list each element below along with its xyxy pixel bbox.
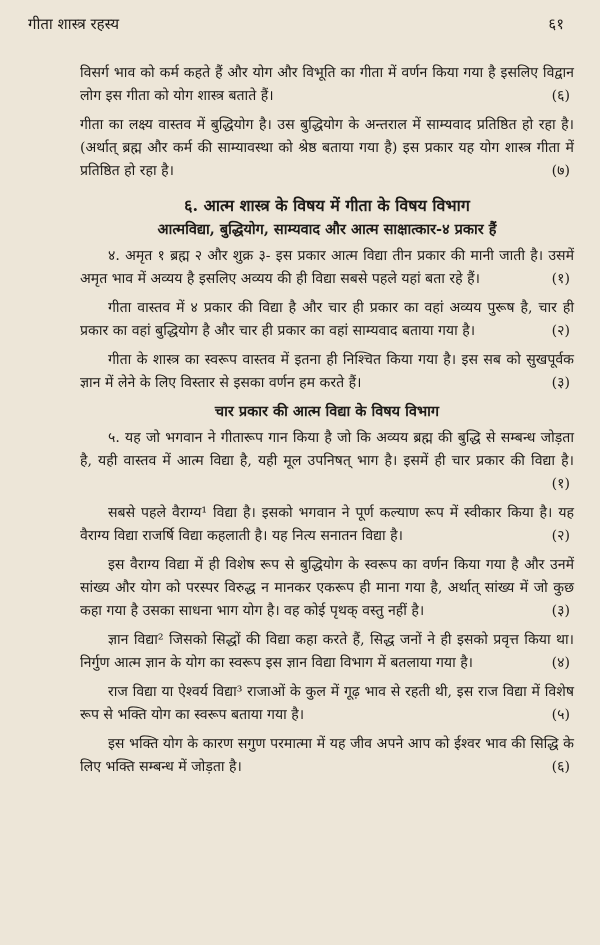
paragraph bbox=[80, 297, 574, 343]
verse-number: (६) bbox=[551, 759, 570, 775]
verse-number: (५) bbox=[551, 707, 570, 723]
verse-number: (१) bbox=[551, 271, 570, 287]
running-title: गीता शास्त्र रहस्य bbox=[28, 15, 120, 33]
verse-number: (३) bbox=[551, 603, 570, 619]
verse-number: (२) bbox=[551, 528, 570, 544]
page-body bbox=[80, 62, 574, 785]
paragraph bbox=[80, 349, 574, 395]
paragraph bbox=[80, 554, 574, 623]
paragraph bbox=[80, 62, 574, 108]
verse-number: (४) bbox=[551, 655, 570, 671]
section-subheading: चार प्रकार की आत्म विद्या के विषय विभाग bbox=[214, 403, 440, 420]
paragraph-text: इस वैराग्य विद्या में ही विशेष रूप से बुद्धियोग के स्वरूप का वर्णन किया गया है और उनमें सांख्य और योग को परस्पर विरुद्ध न मानकर एकरूप ही माना गया है, अर्थात् सांख्य में जो कुछ कहा गया है उसका साधना भाग योग है। वह कोई पृथक् वस्तु नहीं है। bbox=[80, 557, 574, 619]
paragraph bbox=[80, 681, 574, 727]
paragraph bbox=[80, 245, 574, 291]
paragraph bbox=[80, 733, 574, 779]
verse-number: (७) bbox=[551, 163, 570, 179]
paragraph-text: गीता वास्तव में ४ प्रकार की विद्या है और चार ही प्रकार का वहां अव्यय पुरूष है, चार ही प्रकार का वहां बुद्धियोग है और चार ही प्रकार का वहां साम्यवाद बताया गया है। bbox=[80, 300, 574, 339]
paragraph-text: इस भक्ति योग के कारण सगुण परमात्मा में यह जीव अपने आप को ईश्वर भाव की सिद्धि के लिए भक्ति सम्बन्ध में जोड़ता है। bbox=[80, 736, 574, 775]
paragraph-text: विसर्ग भाव को कर्म कहते हैं और योग और विभूति का गीता में वर्णन किया गया है इसलिए विद्वान लोग इस गीता को योग शास्त्र बताते हैं। bbox=[80, 65, 574, 104]
paragraph-text: राज विद्या या ऐश्वर्य विद्या³ राजाओं के कुल में गूढ़ भाव से रहती थी, इस राज विद्या में विशेष रूप से भक्ति योग का स्वरूप बताया गया है। bbox=[80, 684, 574, 723]
section-heading: ६. आत्म शास्त्र के विषय में गीता के विषय विभाग bbox=[184, 196, 470, 215]
page-header bbox=[28, 14, 564, 38]
verse-number: (३) bbox=[551, 375, 570, 391]
paragraph-text: ५. यह जो भगवान ने गीतारूप गान किया है जो कि अव्यय ब्रह्म की बुद्धि से सम्बन्ध जोड़ता है, यही वास्तव में आत्म विद्या है, यही मूल उपनिषत् भाग है। इसमें ही चार प्रकार की विद्या है। bbox=[80, 430, 574, 469]
paragraph bbox=[80, 629, 574, 675]
paragraph-text: ज्ञान विद्या² जिसको सिद्धों की विद्या कहा करते हैं, सिद्ध जनों ने ही इसको प्रवृत्त किया था। निर्गुण आत्म ज्ञान के योग का स्वरूप इस ज्ञान विद्या विभाग में बतलाया गया है। bbox=[80, 632, 574, 671]
verse-number: (२) bbox=[551, 323, 570, 339]
paragraph bbox=[80, 427, 574, 496]
verse-number: (६) bbox=[551, 88, 570, 104]
page-number: ६१ bbox=[548, 15, 564, 33]
paragraph bbox=[80, 502, 574, 548]
verse-number: (१) bbox=[551, 476, 570, 492]
paragraph bbox=[80, 114, 574, 183]
section-subheading: आत्मविद्या, बुद्धियोग, साम्यवाद और आत्म साक्षात्कार-४ प्रकार हैं bbox=[157, 221, 497, 238]
paragraph-text: सबसे पहले वैराग्य¹ विद्या है। इसको भगवान ने पूर्ण कल्याण रूप में स्वीकार किया है। यह वैराग्य विद्या राजर्षि विद्या कहलाती है। यह नित्य सनातन विद्या है। bbox=[80, 505, 574, 544]
paragraph-text: गीता के शास्त्र का स्वरूप वास्तव में इतना ही निश्चित किया गया है। इस सब को सुखपूर्वक ज्ञान में लेने के लिए विस्तार से इसका वर्णन हम करते हैं। bbox=[80, 352, 574, 391]
paragraph-text: गीता का लक्ष्य वास्तव में बुद्धियोग है। उस बुद्धियोग के अन्तराल में साम्यवाद प्रतिष्ठित हो रहा है। (अर्थात् ब्रह्म और कर्म की साम्यावस्था को श्रेष्ठ बताया गया है) इस प्रकार यह योग शास्त्र गीता में प्रतिष्ठित हो रहा है। bbox=[80, 117, 574, 179]
paragraph-text: ४. अमृत १ ब्रह्म २ और शुक्र ३- इस प्रकार आत्म विद्या तीन प्रकार की मानी जाती है। उसमें अमृत भाव में अव्यय है इसलिए अव्यय की ही विद्या सबसे पहले यहां बता रहे हैं। bbox=[80, 248, 574, 287]
